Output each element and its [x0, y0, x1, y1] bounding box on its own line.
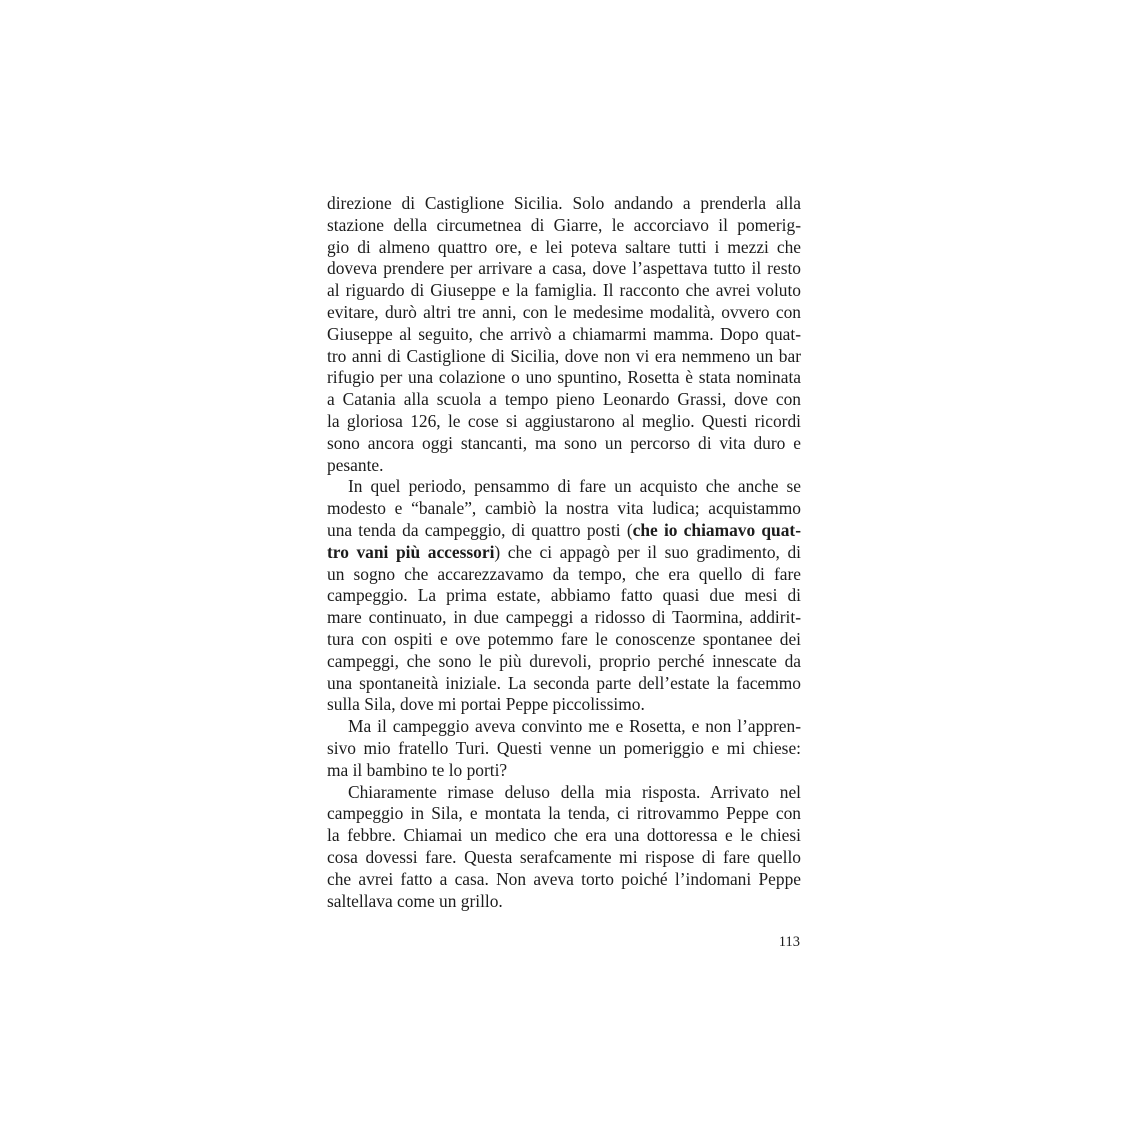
- paragraph: [327, 716, 801, 781]
- text-line: [327, 782, 801, 804]
- text-line: [327, 891, 801, 913]
- text-line: [327, 869, 801, 891]
- text-run: al riguardo di Giuseppe e la famiglia. Il racconto che avrei voluto: [327, 280, 801, 301]
- text-line: [327, 585, 801, 607]
- text-line: [327, 411, 801, 433]
- text-line: [327, 455, 801, 477]
- text-run: cosa dovessi fare. Questa serafcamente mi rispose di fare quello: [327, 846, 801, 867]
- text-run: Giuseppe al seguito, che arrivò a chiamarmi mamma. Dopo quat-: [327, 323, 801, 344]
- text-line: [327, 215, 801, 237]
- text-run: Ma il campeggio aveva convinto me e Rosetta, e non l’appren-: [348, 716, 801, 737]
- text-line: [327, 280, 801, 302]
- text-run: Chiaramente rimase deluso della mia risposta. Arrivato nel: [348, 781, 801, 802]
- text-line: [327, 433, 801, 455]
- text-line: [327, 847, 801, 869]
- text-run: evitare, durò altri tre anni, con le medesime modalità, ovvero con: [327, 301, 801, 322]
- text-line: [327, 629, 801, 651]
- text-run: saltellava come un grillo.: [327, 890, 503, 911]
- text-run: stazione della circumetnea di Giarre, le accorciavo il pomerig-: [327, 214, 801, 235]
- text-run: a Catania alla scuola a tempo pieno Leonardo Grassi, dove con: [327, 389, 801, 410]
- text-line: [327, 651, 801, 673]
- text-line: [327, 673, 801, 695]
- text-run: rifugio per una colazione o uno spuntino, Rosetta è stata nominata: [327, 367, 801, 388]
- text-run: mare continuato, in due campeggi a ridosso di Taormina, addirit-: [327, 607, 801, 628]
- paragraph: [327, 782, 801, 913]
- text-run: sivo mio fratello Turi. Questi venne un pomeriggio e mi chiese:: [327, 737, 801, 758]
- text-run: ) che ci appagò per il suo gradimento, di: [494, 541, 802, 562]
- text-line: [327, 825, 801, 847]
- text-line: [327, 302, 801, 324]
- text-run: tro anni di Castiglione di Sicilia, dove non vi era nemmeno un bar: [327, 345, 801, 366]
- text-line: [327, 716, 801, 738]
- text-run: campeggio. La prima estate, abbiamo fatto quasi due mesi di: [327, 585, 801, 606]
- text-run: pesante.: [327, 454, 384, 475]
- text-run: tura con ospiti e ove potemmo fare le conoscenze spontanee dei: [327, 628, 801, 649]
- text-run: direzione di Castiglione Sicilia. Solo andando a prenderla alla: [327, 193, 801, 213]
- text-line: [327, 389, 801, 411]
- text-line: [327, 520, 801, 542]
- text-line: [327, 324, 801, 346]
- text-line: [327, 346, 801, 368]
- text-line: [327, 498, 801, 520]
- text-run: un sogno che accarezzavamo da tempo, che era quello di fare: [327, 563, 801, 584]
- bold-text-run: che io chiamavo quat-: [632, 519, 801, 540]
- text-line: [327, 564, 801, 586]
- text-line: [327, 760, 801, 782]
- paragraph: [327, 193, 801, 476]
- text-line: [327, 738, 801, 760]
- text-run: la gloriosa 126, le cose si aggiustarono al meglio. Questi ricordi: [327, 410, 801, 431]
- text-run: ma il bambino te lo porti?: [327, 759, 508, 780]
- text-run: campeggio in Sila, e montata la tenda, ci ritrovammo Peppe con: [327, 803, 801, 824]
- text-line: [327, 237, 801, 259]
- text-line: [327, 607, 801, 629]
- text-run: In quel periodo, pensammo di fare un acquisto che anche se: [348, 476, 801, 497]
- text-run: doveva prendere per arrivare a casa, dove l’aspettava tutto il resto: [327, 258, 801, 279]
- text-line: [327, 476, 801, 498]
- body-text: [327, 193, 801, 912]
- text-run: una spontaneità iniziale. La seconda parte dell’estate la facemmo: [327, 672, 801, 693]
- paragraph: [327, 476, 801, 716]
- text-run: sono ancora oggi stancanti, ma sono un percorso di vita duro e: [327, 432, 801, 453]
- text-line: [327, 258, 801, 280]
- text-run: sulla Sila, dove mi portai Peppe piccolissimo.: [327, 694, 645, 715]
- text-run: modesto e “banale”, cambiò la nostra vita ludica; acquistammo: [327, 498, 801, 519]
- bold-text-run: tro vani più accessori: [327, 541, 495, 562]
- text-run: che avrei fatto a casa. Non aveva torto poiché l’indomani Peppe: [327, 868, 801, 889]
- text-run: la febbre. Chiamai un medico che era una dottoressa e le chiesi: [327, 825, 801, 846]
- text-line: [327, 193, 801, 215]
- text-run: una tenda da campeggio, di quattro posti (: [327, 519, 633, 540]
- text-run: campeggi, che sono le più durevoli, proprio perché innescate da: [327, 650, 801, 671]
- text-line: [327, 542, 801, 564]
- text-run: gio di almeno quattro ore, e lei poteva saltare tutti i mezzi che: [327, 236, 801, 257]
- page-number: 113: [778, 934, 800, 950]
- text-line: [327, 694, 801, 716]
- text-line: [327, 367, 801, 389]
- text-line: [327, 803, 801, 825]
